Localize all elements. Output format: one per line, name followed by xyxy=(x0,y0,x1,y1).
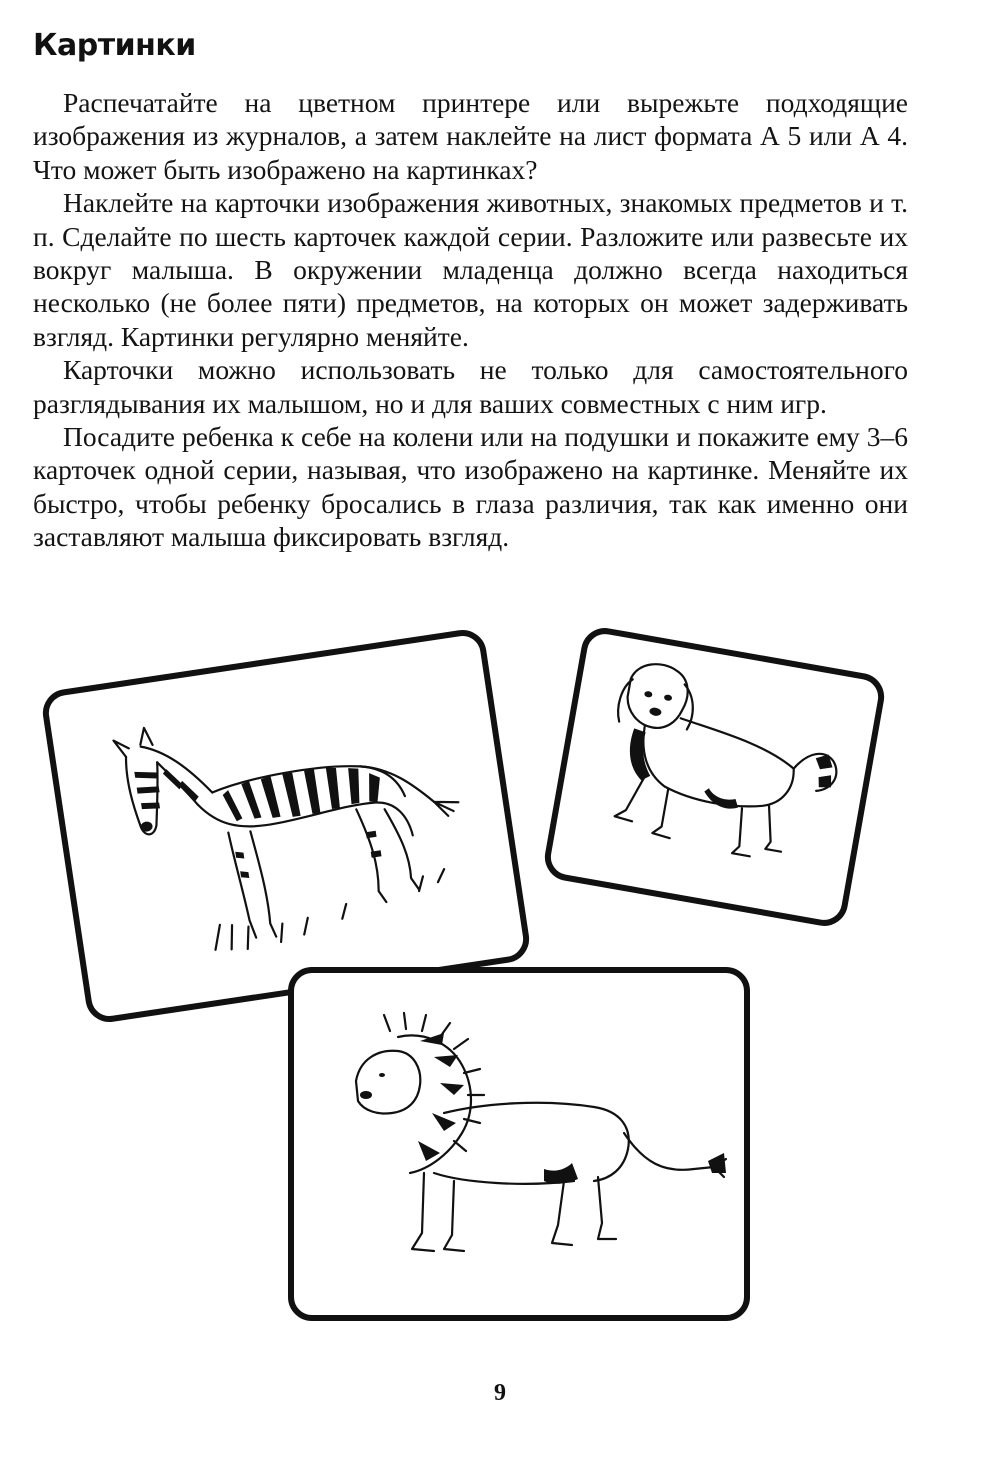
paragraph: Распечатайте на цветном принтере или вырежьте подходящие изображения из журналов, а затем наклейте на лист формата А 5 или А 4. Что может быть изображено на картинках? xyxy=(33,87,908,185)
body-text xyxy=(33,86,908,554)
lion-card xyxy=(288,967,750,1321)
zebra-card xyxy=(40,627,533,1026)
paragraph: Карточки можно использовать не только для самостоятельного разглядывания их малышом, но и для ваших совместных с ним игр. xyxy=(33,354,908,419)
page-heading: Картинки xyxy=(33,28,196,63)
page-number: 9 xyxy=(494,1380,506,1406)
dog-card xyxy=(541,624,888,929)
zebra-illustration xyxy=(46,634,525,1019)
lion-illustration xyxy=(294,973,744,1315)
dog-illustration xyxy=(548,631,881,923)
paragraph: Посадите ребенка к себе на колени или на подушки и покажите ему 3–6 карточек одной серии, называя, что изображено на картинке. Меняйте их быстро, чтобы ребенку бросались в глаза различия, так как именно они заставляют малыша фиксировать взгляд. xyxy=(33,421,908,553)
paragraph: Наклейте на карточки изображения животных, знакомых предметов и т. п. Сделайте по шесть карточек каждой серии. Разложите или развесьте их вокруг малыша. В окружении младенца должно всегда находиться несколько (не более пяти) предметов, на которых он может задерживать взгляд. Картинки регулярно меняйте. xyxy=(33,187,908,352)
